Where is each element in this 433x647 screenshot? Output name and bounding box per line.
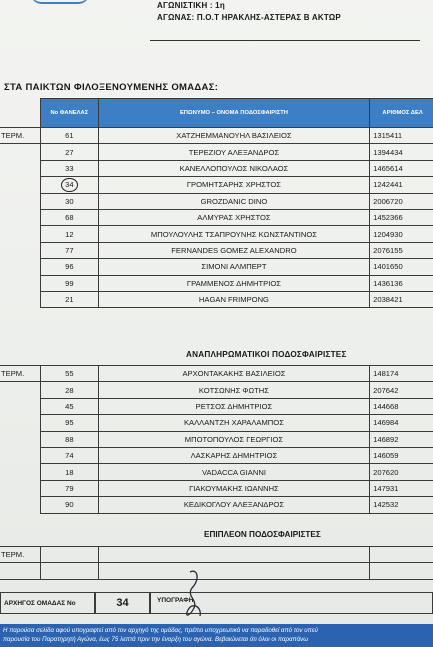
table-row	[0, 547, 433, 563]
footer-line-1: Η παρούσα σελίδα αφού υπογραφτεί από τον αρχηγό της ομάδας, πρέπει υποχρεωτικά να παραδοθεί από τον υπεύ	[3, 627, 318, 634]
jersey-number-value: 90	[65, 500, 74, 510]
jersey-number-value: 34	[61, 178, 77, 192]
row-label	[0, 563, 40, 579]
table-row	[0, 431, 433, 447]
table-row	[0, 275, 433, 291]
jersey-number-value: 96	[65, 262, 74, 272]
registration-id: 148174	[370, 366, 433, 382]
registration-id: 144668	[370, 398, 433, 414]
row-label	[0, 447, 40, 463]
jersey-number-value: 45	[65, 401, 74, 411]
player-name: ΧΑΤΖΗΕΜΜΑΝΟΥΗΛ ΒΑΣΙΛΕΙΟΣ	[98, 128, 369, 144]
handwritten-signature	[176, 566, 216, 622]
footer-note	[0, 624, 433, 647]
name-cell	[98, 563, 369, 579]
row-label	[0, 291, 40, 307]
jersey-number	[40, 128, 98, 144]
player-name: ΚΑΛΛΑΝΤΖΗ ΧΑΡΑΛΑΜΠΟΣ	[98, 415, 369, 431]
player-name: FERNANDES GOMEZ ALEXANDRO	[98, 242, 369, 258]
jersey-number-value: 79	[65, 483, 74, 493]
player-name: ΤΕΡΕΖΙΟΥ ΑΛΕΞΑΝΔΡΟΣ	[98, 144, 369, 160]
table-row	[0, 447, 433, 463]
table-header-row	[0, 99, 433, 128]
name-cell	[98, 547, 369, 563]
registration-id: 147931	[370, 480, 433, 496]
jersey-number	[40, 193, 98, 209]
registration-id: 146892	[370, 431, 433, 447]
table-row	[0, 128, 433, 144]
header-divider	[150, 40, 420, 41]
signature-label: ΥΠΟΓΡΑΦΗ	[150, 592, 433, 614]
table-row	[0, 242, 433, 258]
row-label	[0, 226, 40, 242]
column-header-id: ΑΡΙΘΜΟΣ ΔΕΛ	[370, 99, 433, 128]
table-row	[0, 177, 433, 193]
player-name: ΓΡΑΜΜΕΝΟΣ ΔΗΜΗΤΡΙΟΣ	[98, 275, 369, 291]
player-name: ΜΠΟΥΛΟΥΛΗΣ ΤΣΑΠΡΟΥΝΗΣ ΚΩΝΣΤΑΝΤΙΝΟΣ	[98, 226, 369, 242]
table-row	[0, 259, 433, 275]
table-row	[0, 366, 433, 382]
row-label	[0, 464, 40, 480]
row-label	[0, 144, 40, 160]
registration-id: 146059	[370, 447, 433, 463]
row-label	[0, 480, 40, 496]
registration-id: 207620	[370, 464, 433, 480]
table-row	[0, 291, 433, 307]
jersey-number	[40, 398, 98, 414]
player-name: GROZDANIC DINO	[98, 193, 369, 209]
substitutes-title: ΑΝΑΠΛΗΡΩΜΑΤΙΚΟΙ ΠΟΔΟΣΦΑΙΡΙΣΤΕΣ	[186, 350, 347, 359]
registration-id: 1394434	[370, 144, 433, 160]
registration-id: 1436136	[370, 275, 433, 291]
row-label	[0, 431, 40, 447]
registration-id: 142532	[370, 497, 433, 513]
row-label: ΤΕΡΜ.	[0, 547, 40, 563]
jersey-number-value: 95	[65, 418, 74, 428]
registration-id: 2076155	[370, 242, 433, 258]
jersey-number-value: 74	[65, 451, 74, 461]
match-label: ΑΓΩΝΑΣ: Π.Ο.Τ ΗΡΑΚΛΗΣ-ΑΣΤΕΡΑΣ Β ΑΚΤΩΡ	[157, 13, 341, 22]
row-label	[0, 275, 40, 291]
table-row	[0, 563, 433, 579]
jersey-number-value: 61	[65, 131, 74, 141]
substitutes-table	[0, 365, 433, 514]
jersey-number-value: 12	[65, 229, 74, 239]
captain-label: ΑΡΧΗΓΟΣ ΟΜΑΔΑΣ Νο	[0, 592, 95, 614]
jersey-number	[40, 497, 98, 513]
player-name: ΣΙΜΟΝΙ ΑΛΜΠΕΡΤ	[98, 259, 369, 275]
table-row	[0, 160, 433, 176]
jersey-number-value: 28	[65, 385, 74, 395]
jersey-number	[40, 209, 98, 225]
jersey-number	[40, 177, 98, 193]
jersey-number	[40, 415, 98, 431]
jersey-number-value: 33	[65, 163, 74, 173]
player-name: ΑΛΜΥΡΑΣ ΧΡΗΣΤΟΣ	[98, 209, 369, 225]
registration-id: 2006720	[370, 193, 433, 209]
jersey-number	[40, 431, 98, 447]
number-cell	[40, 547, 98, 563]
registration-id: 1401650	[370, 259, 433, 275]
table-row	[0, 226, 433, 242]
player-name: VADACCA GIANNI	[98, 464, 369, 480]
row-label: ΤΕΡΜ.	[0, 128, 40, 144]
jersey-number	[40, 464, 98, 480]
jersey-number	[40, 447, 98, 463]
player-name: HAGAN FRIMPONG	[98, 291, 369, 307]
jersey-number-value: 88	[65, 434, 74, 444]
logo-fragment	[30, 0, 90, 4]
starters-table	[0, 98, 433, 308]
player-name: ΚΟΤΣΩΝΗΣ ΦΩΤΗΣ	[98, 382, 369, 398]
column-header-name: ΕΠΩΝΥΜΟ – ΟΝΟΜΑ ΠΟΔΟΣΦΑΙΡΙΣΤΗ	[98, 99, 369, 128]
jersey-number-value: 55	[65, 369, 74, 379]
table-row	[0, 193, 433, 209]
registration-id: 1315411	[370, 128, 433, 144]
registration-id: 1242441	[370, 177, 433, 193]
registration-id: 146984	[370, 415, 433, 431]
extra-players-title: ΕΠΙΠΛΕΟΝ ΠΟΔΟΣΦΑΙΡΙΣΤΕΣ	[204, 530, 321, 539]
table-row	[0, 415, 433, 431]
jersey-number-value: 27	[65, 147, 74, 157]
row-label	[0, 160, 40, 176]
registration-id: 2038421	[370, 291, 433, 307]
table-row	[0, 398, 433, 414]
row-label	[0, 242, 40, 258]
table-row	[0, 209, 433, 225]
jersey-number	[40, 242, 98, 258]
id-cell	[370, 547, 433, 563]
table-row	[0, 480, 433, 496]
registration-id: 207642	[370, 382, 433, 398]
jersey-number	[40, 160, 98, 176]
header-spacer	[0, 99, 40, 128]
jersey-number-value: 77	[65, 245, 74, 255]
registration-id: 1452366	[370, 209, 433, 225]
row-label	[0, 382, 40, 398]
extra-players-table	[0, 546, 433, 580]
row-label	[0, 259, 40, 275]
column-header-number: Νο ΦΑΝΕΛΑΣ	[40, 99, 98, 128]
jersey-number	[40, 275, 98, 291]
captain-number: 34	[95, 592, 150, 614]
table-row	[0, 144, 433, 160]
jersey-number	[40, 382, 98, 398]
row-label	[0, 177, 40, 193]
matchday-label: ΑΓΩΝΙΣΤΙΚΗ : 1η	[157, 1, 225, 10]
player-name: ΚΑΝΕΛΛΟΠΟΥΛΟΣ ΝΙΚΟΛΑΟΣ	[98, 160, 369, 176]
row-label	[0, 209, 40, 225]
jersey-number-value: 68	[65, 213, 74, 223]
row-label	[0, 398, 40, 414]
number-cell	[40, 563, 98, 579]
registration-id: 1204930	[370, 226, 433, 242]
player-name: ΛΑΣΚΑΡΗΣ ΔΗΜΗΤΡΙΟΣ	[98, 447, 369, 463]
table-row	[0, 464, 433, 480]
player-name: ΡΕΤΣΟΣ ΔΗΜΗΤΡΙΟΣ	[98, 398, 369, 414]
player-name: ΚΕΔΙΚΟΓΛΟΥ ΑΛΕΞΑΝΔΡΟΣ	[98, 497, 369, 513]
player-name: ΓΙΑΚΟΥΜΑΚΗΣ ΙΩΑΝΝΗΣ	[98, 480, 369, 496]
jersey-number-value: 30	[65, 196, 74, 206]
registration-id: 1465614	[370, 160, 433, 176]
jersey-number	[40, 259, 98, 275]
jersey-number-value: 18	[65, 467, 74, 477]
row-label: ΤΕΡΜ.	[0, 366, 40, 382]
jersey-number	[40, 366, 98, 382]
row-label	[0, 415, 40, 431]
row-label	[0, 193, 40, 209]
captain-section	[0, 592, 433, 614]
jersey-number	[40, 480, 98, 496]
jersey-number-value: 21	[65, 295, 74, 305]
table-row	[0, 382, 433, 398]
player-list-title: ΣΤΑ ΠΑΙΚΤΩΝ ΦΙΛΟΞΕΝΟΥΜΕΝΗΣ ΟΜΑΔΑΣ:	[4, 82, 219, 93]
player-name: ΜΠΟΤΟΠΟΥΛΟΣ ΓΕΩΡΓΙΟΣ	[98, 431, 369, 447]
row-label	[0, 497, 40, 513]
table-row	[0, 497, 433, 513]
player-name: ΓΡΟΜΗΤΣΑΡΗΣ ΧΡΗΣΤΟΣ	[98, 177, 369, 193]
jersey-number	[40, 144, 98, 160]
id-cell	[370, 563, 433, 579]
jersey-number	[40, 226, 98, 242]
jersey-number-value: 99	[65, 278, 74, 288]
player-name: ΑΡΧΟΝΤΑΚΑΚΗΣ ΒΑΣΙΛΕΙΟΣ	[98, 366, 369, 382]
jersey-number	[40, 291, 98, 307]
footer-line-2: παρουσία του Παρατηρητή Αγώνα, έως 75 λεπτά πριν την έναρξη του αγώνα. Βεβαιώνεται ότι όλοι οι παραπάνω	[3, 636, 309, 643]
